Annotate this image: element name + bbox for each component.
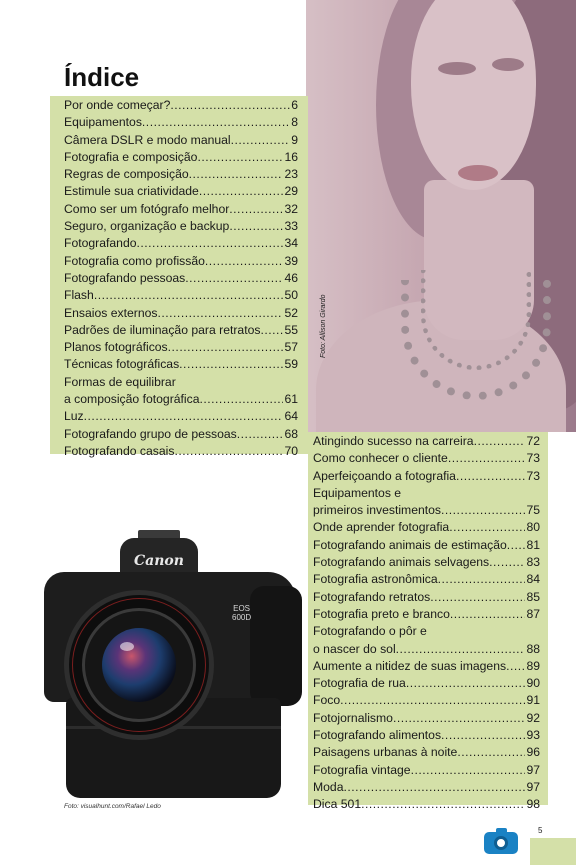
toc-entry-label: Fotografando grupo de pessoas [64,426,237,441]
camera-photo-credit: Foto: visualhunt.com/Rafael Ledo [64,803,161,810]
toc-entry-label: a composição fotográfica [64,392,200,407]
toc-dot-leader [158,305,284,322]
toc-entry-label: Equipamentos e [313,485,402,500]
toc-entry-page: 23 [284,167,298,182]
toc-entry [64,218,298,235]
toc-entry-label: Formas de equilibrar [64,374,176,389]
toc-entry-page: 70 [284,443,298,458]
toc-entry-page: 98 [526,797,540,812]
toc-dot-leader [441,727,525,744]
toc-entry [313,675,540,692]
toc-entry-page: 61 [284,392,298,407]
toc-dot-leader [142,114,290,131]
camera-model-label: EOS 600D [232,604,252,622]
toc-entry-label: Fotografando [64,236,137,251]
toc-entry-label: Seguro, organização e backup [64,219,230,234]
toc-entry-label: Câmera DSLR e modo manual [64,132,231,147]
toc-entry-label: Estimule sua criatividade [64,184,199,199]
toc-entry-page: 84 [526,572,540,587]
toc-entry-page: 32 [284,201,298,216]
toc-entry-label: Padrões de iluminação para retratos [64,322,261,337]
toc-dot-leader [199,183,284,200]
toc-entry-page: 90 [526,676,540,691]
toc-entry [313,658,540,675]
toc-entry [64,408,298,425]
toc-dot-leader [94,287,284,304]
camera-photo [36,530,304,802]
toc-entry-label: Como conhecer o cliente [313,451,448,466]
toc-entry [64,287,298,304]
toc-entry-page: 64 [284,409,298,424]
footer-accent-block [530,838,576,865]
toc-dot-leader [137,235,284,252]
toc-entry [313,796,540,813]
toc-entry-label: Onde aprender fotografia [313,520,450,535]
toc-dot-leader [449,519,525,536]
toc-entry [313,606,540,623]
toc-entry-label: o nascer do sol [313,641,396,656]
toc-entry-page: 91 [526,693,540,708]
toc-dot-leader [448,450,526,467]
toc-entry-page: 87 [526,606,540,621]
toc-entry-page: 34 [284,236,298,251]
toc-dot-leader [457,744,525,761]
toc-entry-label: Paisagens urbanas à noite [313,745,458,760]
toc-entry-page: 9 [291,132,298,147]
toc-entry-label: Atingindo sucesso na carreira [313,434,474,448]
toc-entry-page: 83 [526,555,540,570]
toc-entry-page: 29 [284,184,298,199]
toc-dot-leader [396,641,526,658]
toc-entry-label: Fotografia como profissão [64,253,205,268]
toc-entry [64,166,298,183]
toc-entry-label: Por onde começar? [64,98,171,112]
toc-entry [64,426,298,443]
toc-entry-page: 80 [526,520,540,535]
toc-dot-leader [393,710,526,727]
toc-entry [64,253,298,270]
toc-entry [313,468,540,485]
portrait-photo-credit: Foto: Allison Girardo [320,294,327,358]
toc-dot-leader [185,270,283,287]
toc-dot-leader [438,571,526,588]
toc-entry-label: Equipamentos [64,115,142,130]
toc-dot-leader [344,779,526,796]
toc-dot-leader [197,149,283,166]
toc-entry [64,443,298,460]
toc-entry-label: Moda [313,779,344,794]
toc-dot-leader [340,692,525,709]
toc-dot-leader [406,675,526,692]
toc-entry-label: Planos fotográficos [64,340,168,355]
toc-dot-leader [237,426,284,443]
toc-dot-leader [507,537,526,554]
toc-dot-leader [229,201,283,218]
toc-entry-page: 39 [284,253,298,268]
toc-entry-label: Fotografando o pôr e [313,624,427,639]
toc-entry-page: 59 [284,357,298,372]
toc-entry-label: Foco [313,693,341,708]
toc-entry-page: 72 [526,434,540,448]
toc-entry-page: 75 [526,503,540,518]
toc-dot-leader [168,339,284,356]
toc-entry [313,692,540,709]
toc-entry [64,201,298,218]
toc-dot-leader [411,762,526,779]
toc-dot-leader [174,443,283,460]
toc-entry-label: Fotojornalismo [313,710,393,725]
toc-dot-leader [170,97,290,114]
camera-brand-logo: Canon [134,553,184,569]
toc-entry [313,641,540,658]
page-title: Índice [64,62,140,92]
toc-dot-leader [506,658,525,675]
toc-entry [313,554,540,571]
toc-entry [64,356,298,373]
toc-entry-page: 96 [526,745,540,760]
toc-entry-label: Aperfeiçoando a fotografia [313,468,456,483]
toc-entry-page: 55 [284,322,298,337]
toc-entry-label: Aumente a nitidez de suas imagens [313,658,507,673]
toc-entry [313,779,540,796]
toc-dot-leader [450,606,526,623]
toc-entry-label: Ensaios externos [64,305,158,320]
toc-entry-label: Fotografia preto e branco [313,606,450,621]
toc-entry-label: Fotografando casais [64,443,175,458]
toc-column-left [50,96,308,458]
toc-entry-label: Regras de composição [64,167,189,182]
toc-entry-page: 93 [526,728,540,743]
toc-entry [313,571,540,588]
toc-dot-leader [179,356,283,373]
toc-dot-leader [430,589,525,606]
toc-dot-leader [231,132,291,149]
toc-entry [64,270,298,287]
toc-entry-label: primeiros investimentos [313,503,442,518]
camera-icon [484,832,518,854]
toc-dot-leader [200,391,284,408]
toc-dot-leader [229,218,283,235]
toc-entry [313,537,540,554]
toc-entry-page: 6 [291,98,298,112]
toc-dot-leader [84,408,284,425]
toc-entry [64,235,298,252]
toc-entry [64,97,298,114]
toc-column-right [308,432,548,812]
toc-entry-label: Técnicas fotográficas [64,357,180,372]
toc-entry [313,727,540,744]
toc-entry-label: Fotografia astronômica [313,572,438,587]
toc-entry [64,322,298,339]
toc-entry-page: 68 [284,426,298,441]
toc-dot-leader [474,433,526,450]
toc-entry [313,710,540,727]
toc-entry [64,374,298,391]
toc-dot-leader [260,322,283,339]
toc-entry-label: Flash [64,288,94,303]
toc-entry [64,339,298,356]
toc-entry-page: 73 [526,451,540,466]
portrait-photo [306,0,576,432]
toc-dot-leader [456,468,525,485]
toc-dot-leader [441,502,525,519]
toc-entry-page: 33 [284,219,298,234]
toc-entry [313,519,540,536]
page-number: 5 [538,826,543,835]
toc-entry [64,305,298,322]
toc-entry-page: 89 [526,658,540,673]
toc-entry [313,502,540,519]
toc-entry [313,744,540,761]
toc-entry [64,149,298,166]
toc-entry-page: 52 [284,305,298,320]
toc-entry-page: 16 [284,149,298,164]
toc-entry-label: Como ser um fotógrafo melhor [64,201,230,216]
toc-entry [313,589,540,606]
toc-entry-page: 85 [526,589,540,604]
toc-entry-page: 97 [526,779,540,794]
toc-entry [313,485,540,502]
toc-entry-page: 8 [291,115,298,130]
toc-entry-label: Fotografia de rua [313,676,406,691]
toc-entry-page: 97 [526,762,540,777]
toc-entry [64,132,298,149]
toc-entry-page: 57 [284,340,298,355]
toc-entry-label: Fotografando pessoas [64,270,186,285]
toc-entry [64,391,298,408]
toc-dot-leader [489,554,525,571]
toc-entry [313,623,540,640]
toc-entry [64,114,298,131]
toc-dot-leader [361,796,525,813]
toc-entry [313,762,540,779]
toc-entry [313,450,540,467]
toc-entry-page: 92 [526,710,540,725]
toc-dot-leader [189,166,284,183]
toc-entry-label: Fotografando animais selvagens [313,555,490,570]
toc-entry-label: Fotografando retratos [313,589,431,604]
toc-entry-page: 46 [284,270,298,285]
toc-entry-label: Fotografia e composição [64,149,198,164]
toc-entry-page: 73 [526,468,540,483]
toc-entry [313,433,540,450]
toc-entry-page: 81 [526,537,540,552]
toc-entry-label: Fotografando animais de estimação [313,537,507,552]
toc-entry-label: Dica 501 [313,797,362,812]
toc-entry [64,183,298,200]
toc-entry-label: Fotografia vintage [313,762,411,777]
toc-entry-label: Fotografando alimentos [313,728,442,743]
toc-entry-label: Luz [64,409,84,424]
toc-entry-page: 88 [526,641,540,656]
toc-entry-page: 50 [284,288,298,303]
toc-dot-leader [205,253,284,270]
